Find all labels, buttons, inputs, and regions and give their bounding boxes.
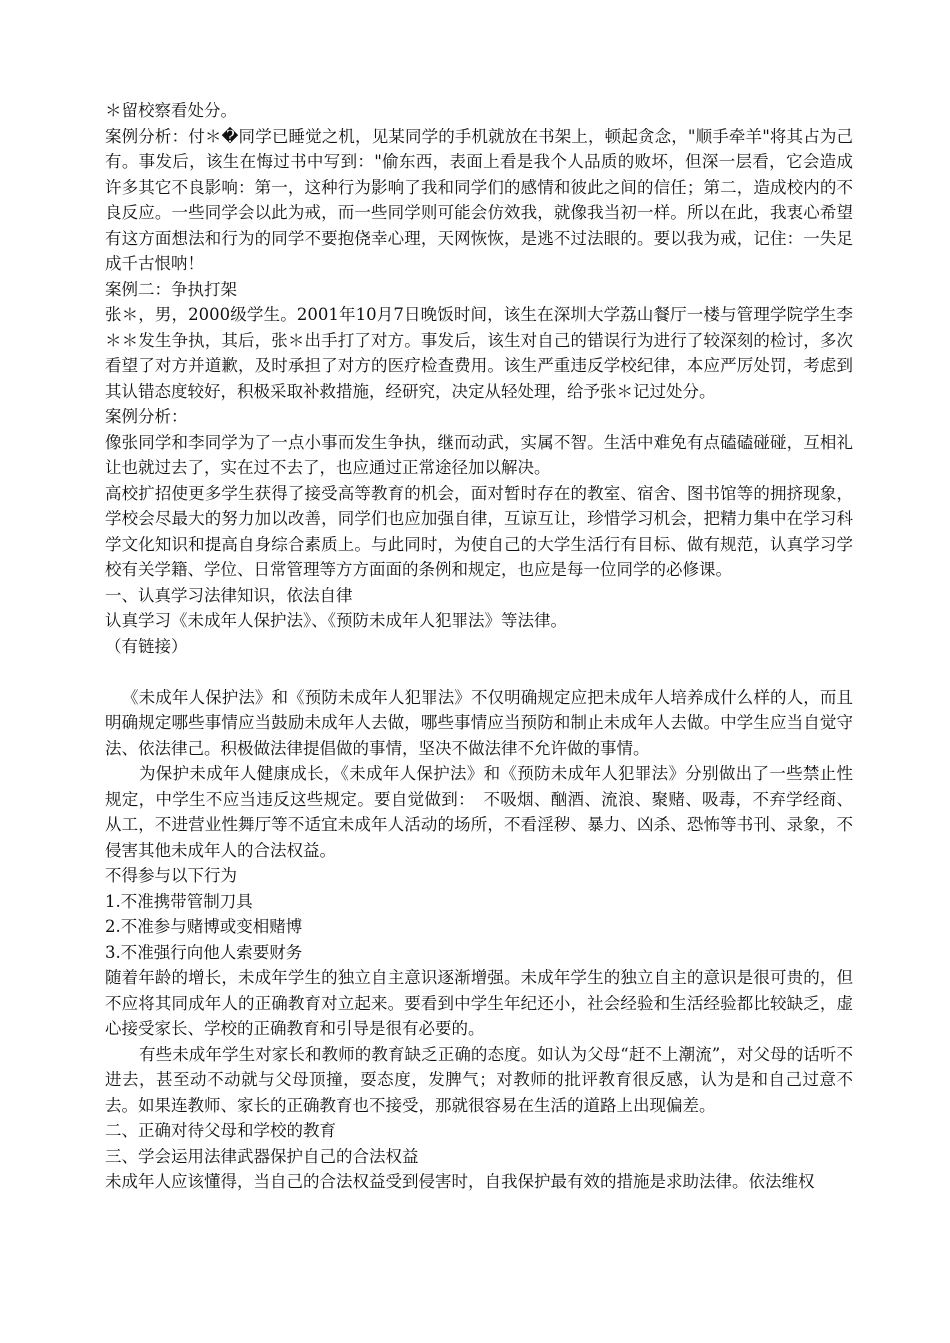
blank-line [105,659,853,685]
list-item-2: 2.不准参与赌博或变相赌博 [105,917,303,936]
paragraph-enrollment: 高校扩招使更多学生获得了接受高等教育的机会，面对暂时存在的教室、宿舍、图书馆等的拥挤现象，学校会尽最大的努力加以改善，同学们也应加强自律，互谅互让，珍惜学习机会，把精力集中在学习科学文化知识和提高自身综合素质上。与此同时，为使自己的大学生活行有目标、做有规范，认真学习学校有关学籍、学位、日常管理等方方面面的条例和规定，也应是每一位同学的必修课。 [105,483,853,579]
heading-section-two: 二、正确对待父母和学校的教育 [105,1121,336,1140]
paragraph-penalty-note: ＊留校察看处分。 [105,101,237,120]
document-page [105,98,853,1195]
list-item-1: 1.不准携带管制刀具 [105,891,253,911]
paragraph-case-two-detail: 张＊，男，2000级学生。2001年10月7日晚饭时间，该生在深圳大学荔山餐厅一楼与管理学院学生李＊＊发生争执，其后，张＊出手打了对方。事发后，该生对自己的错误行为进行了较深刻的检讨，多次看望了对方并道歉，及时承担了对方的医疗检查费用。该生严重违反学校纪律，本应严厉处罚，考虑到其认错态度较好，积极采取补救措施，经研究，决定从轻处理，给予张＊记过处分。 [105,305,853,401]
paragraph-attitude: 有些未成年学生对家长和教师的教育缺乏正确的态度。如认为父母“赶不上潮流”，对父母的话听不进去，甚至动不动就与父母顶撞，耍态度，发脾气；对教师的批评教育很反感，认为是和自己过意不去。如果连教师、家长的正确教育也不接受，那就很容易在生活的道路上出现偏差。 [105,1044,853,1115]
heading-section-three: 三、学会运用法律武器保护自己的合法权益 [105,1146,419,1166]
paragraph-case-analysis-1: 案例分析：付＊�同学已睡觉之机，见某同学的手机就放在书架上，顿起贪念，"顺手牵羊"将其占为己有。事发后，该生在悔过书中写到："偷东西，表面上看是我个人品质的败坏，但深一层看，它会造成许多其它不良影响：第一，这种行为影响了我和同学们的感情和彼此之间的信任；第二，造成校内的不良反应。一些同学会以此为戒，而一些同学则可能会仿效我，就像我当初一样。所以在此，我衷心希望有这方面想法和行为的同学不要抱侥幸心理，天网恢恢，是逃不过法眼的。要以我为戒，记住：一失足成千古恨呐！ [105,126,853,273]
paragraph-prohibitions: 为保护未成年人健康成长，《未成年人保护法》和《预防未成年人犯罪法》分别做出了一些禁止性规定，中学生不应当违反这些规定。要自觉做到： 不吸烟、酗酒、流浪、聚赌、吸毒，不弃学经商、从工，不进营业性舞厅等不适宜未成年人活动的场所，不看淫秽、暴力、凶杀、恐怖等书刊、录象，不侵害其他未成年人的合法权益。 [105,764,853,860]
link-note[interactable]: （有链接） [105,636,188,656]
heading-section-one: 一、认真学习法律知识，依法自律 [105,585,353,605]
heading-case-two: 案例二：争执打架 [105,279,237,299]
paragraph-independence: 随着年龄的增长，未成年学生的独立自主意识逐渐增强。未成年学生的独立自主的意识是很可贵的，但不应将其同成年人的正确教育对立起来。要看到中学生年纪还小，社会经验和生活经验都比较缺乏，虚心接受家长、学校的正确教育和引导是很有必要的。 [105,968,853,1038]
paragraph-study-laws: 认真学习《未成年人保护法》、《预防未成年人犯罪法》等法律。 [105,611,567,630]
paragraph-law-intro: 《未成年人保护法》和《预防未成年人犯罪法》不仅明确规定应把未成年人培养成什么样的人，而且明确规定哪些事情应当鼓励未成年人去做，哪些事情应当预防和制止未成年人去做。中学生应当自觉守法、依法律己。积极做法律提倡做的事情，坚决不做法律不允许做的事情。 [105,687,853,758]
paragraph-legal-rights: 未成年人应该懂得，当自己的合法权益受到侵害时，自我保护最有效的措施是求助法律。依法维权 [105,1172,815,1191]
list-item-3: 3.不准强行向他人索要财务 [105,942,303,962]
heading-forbidden-acts: 不得参与以下行为 [105,866,237,885]
paragraph-case-analysis-2: 像张同学和李同学为了一点小事而发生争执，继而动武，实属不智。生活中难免有点磕磕碰碰，互相礼让也就过去了，实在过不去了，也应通过正常途径加以解决。 [105,432,853,477]
heading-case-analysis-2: 案例分析： [105,407,188,426]
